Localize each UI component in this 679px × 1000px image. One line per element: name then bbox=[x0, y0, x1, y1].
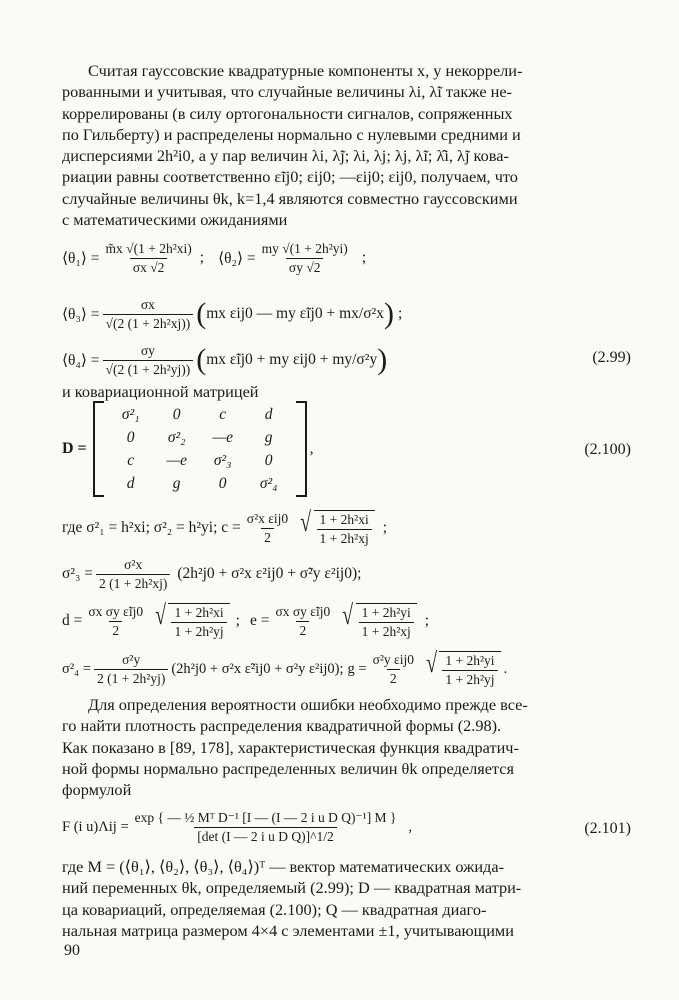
matrix-cell: —e bbox=[212, 428, 233, 446]
equation-characteristic-function bbox=[62, 804, 412, 850]
theta4-lhs: ⟨θ₄⟩ = bbox=[62, 351, 100, 369]
theta4-coefficient bbox=[103, 343, 194, 378]
matrix-grid bbox=[104, 403, 296, 495]
theta2-lhs: ⟨θ₂⟩ = bbox=[218, 249, 256, 267]
text-line: го найти плотность распределения квадратичной формы (2.98). bbox=[62, 716, 502, 736]
text-line: ний переменных θk, определяемый (2.99); D — квадратная матри- bbox=[62, 878, 522, 898]
sigma4-den: 2 (1 + 2h²yj) bbox=[94, 669, 168, 687]
theta4-coef-den: √(2 (1 + 2h²yj)) bbox=[103, 360, 194, 378]
defs-prefix: где σ²₁ = h²xi; σ²₂ = h²yi; c = bbox=[62, 519, 241, 536]
matrix-cell: 0 bbox=[218, 474, 227, 492]
theta3-lhs: ⟨θ₃⟩ = bbox=[62, 305, 100, 323]
text-line: и ковариационной матрицей bbox=[62, 382, 259, 401]
theta1-numerator: m̃x √(1 + 2h²xi) bbox=[105, 240, 192, 256]
matrix-cell: d bbox=[264, 405, 273, 423]
matrix-label: D = bbox=[62, 440, 87, 457]
theta3-inner: mx εij0 — my ε̃ij0 + mx/σ²x bbox=[206, 305, 384, 322]
g-root-den: 1 + 2h²yj bbox=[442, 670, 497, 688]
matrix-trail: , bbox=[309, 440, 314, 457]
definition-sigma3 bbox=[62, 554, 361, 594]
F-denominator: [det (I — 2 i u D Q)]^1/2 bbox=[194, 827, 336, 845]
definitions-line-1: где σ²₁ = h²xi; σ²₂ = h²yi; c = $\frac{\text{σ²x εij0}}{2}$ √ $\frac{\text{1 + 2h²xi}}{\text{1 + 2h²xj}}$ ; bbox=[62, 506, 388, 546]
theta2-numerator: my √(1 + 2h²yi) bbox=[261, 240, 348, 256]
sigma4-rest: (2h²j0 + σ²x ε̃²ij0 + σ²y ε²ij0); bbox=[171, 660, 344, 677]
e-root-den: 1 + 2h²xj bbox=[359, 622, 414, 640]
text-line: рованными и учитывая, что случайные величины λi, λ̃i также не- bbox=[62, 82, 512, 102]
equation-number-2-101: (2.101) bbox=[584, 820, 631, 837]
text-line: нальная матрица размером 4×4 с элементами ±1, учитывающими bbox=[62, 920, 514, 940]
text-line: формулой bbox=[62, 780, 132, 800]
sigma4-num: σ²y bbox=[122, 651, 141, 667]
matrix-cell: d bbox=[126, 474, 135, 492]
equation-number-2-99: (2.99) bbox=[592, 349, 631, 366]
text-line: Как показано в [89, 178], характеристическая функция квадратич- bbox=[62, 737, 519, 757]
matrix-cell: σ²₄ bbox=[259, 474, 278, 492]
intro-paragraph bbox=[62, 60, 630, 230]
g-fraction bbox=[370, 652, 417, 687]
F-lhs: F (i u)Λij = bbox=[62, 818, 129, 835]
theta2-fraction bbox=[259, 241, 351, 276]
c-root-den: 1 + 2h²xj bbox=[317, 529, 372, 547]
paragraph-3 bbox=[62, 856, 630, 941]
text-line: коррелированы (в силу ортогональности сигналов, сопряженных bbox=[62, 103, 513, 123]
text-line: Считая гауссовские квадратурные компоненты x, y некоррели- bbox=[88, 61, 523, 80]
theta4-inner: mx ε̃ij0 + my εij0 + my/σ²y bbox=[206, 351, 378, 368]
d-num: σx σy ε̃ij0 bbox=[88, 603, 144, 619]
covariance-matrix bbox=[62, 402, 314, 496]
sigma3-num: σ²x bbox=[124, 556, 143, 572]
matrix-cell: g bbox=[172, 474, 181, 492]
definitions-sigma4-g: σ²₄ = $\frac{\text{σ²y}}{\text{2 (1 + 2h²yj)}}$ (2h²j0 + σ²x ε̃²ij0 + σ²y ε²ij0); g = $\frac{\text{σ²y εij0}}{2}$ √ $\frac{\text{1 + 2h²yi}}{\text{1 + 2h²yj}}$ . bbox=[62, 647, 508, 687]
matrix-cell: σ²₃ bbox=[213, 451, 232, 469]
e-root-num: 1 + 2h²yi bbox=[361, 604, 411, 620]
d-fraction bbox=[85, 604, 146, 639]
c-fraction bbox=[244, 511, 291, 546]
text-line: ца ковариаций, определяемая (2.100); Q — квадратная диаго- bbox=[62, 899, 487, 919]
g-den: 2 bbox=[387, 669, 400, 687]
d-lhs: d = bbox=[62, 612, 83, 629]
theta2-denominator: σy √2 bbox=[286, 258, 324, 276]
d-root-num: 1 + 2h²xi bbox=[174, 604, 224, 620]
equation-theta1-theta2: ⟨θ₁⟩ = $\frac{\text{m̃x √(1 + 2h²xi)}}{\sigma x √2}$ ; ⟨θ₂⟩ = $\frac{\text{my √(1 + 2h²yi)}}{\sigma y √2}$ ; bbox=[62, 240, 367, 275]
text-line: случайные величины θk, k=1,4 являются совместно гауссовскими bbox=[62, 188, 518, 208]
d-den: 2 bbox=[109, 621, 122, 639]
equation-theta3: ⟨θ₃⟩ = $\frac{\sigma x}{\text{√(2 (1 + 2h²xj))}}$ ( mx εij0 — my ε̃ij0 + mx/σ²x ) ; bbox=[62, 296, 403, 331]
text-line: ной формы нормально распределенных величин θk определяется bbox=[62, 758, 514, 778]
theta3-coef-den: √(2 (1 + 2h²xj)) bbox=[103, 314, 194, 332]
d-root-den: 1 + 2h²yj bbox=[171, 622, 226, 640]
matrix-cell: σ²₂ bbox=[167, 428, 186, 446]
matrix-cell: c bbox=[219, 405, 227, 423]
equation-theta4: ⟨θ₄⟩ = $\frac{\sigma y}{\text{√(2 (1 + 2h²yj))}}$ ( mx ε̃ij0 + my εij0 + my/σ²y ) bbox=[62, 342, 388, 377]
e-fraction bbox=[272, 604, 333, 639]
text-line: по Гильберту) и распределены нормально с нулевыми средними и bbox=[62, 124, 521, 144]
F-trail: , bbox=[408, 818, 413, 835]
matrix-cell: 0 bbox=[126, 428, 135, 446]
text-line: риации равны соответственно ε̃ij0; εij0; —εij0; εij0, получаем, что bbox=[62, 167, 518, 187]
theta1-lhs: ⟨θ₁⟩ = bbox=[62, 249, 100, 267]
paragraph-2 bbox=[62, 694, 630, 800]
c-den: 2 bbox=[261, 528, 274, 546]
F-numerator: exp { — ½ Mᵀ D⁻¹ [I — (I — 2 i u D Q)⁻¹] M } bbox=[134, 809, 397, 825]
sigma4-lhs: σ²₄ = bbox=[62, 660, 92, 677]
sigma3-rest: (2h²j0 + σ²x ε²ij0 + σ̃²y ε²ij0); bbox=[177, 565, 362, 582]
page-number: 90 bbox=[64, 942, 80, 959]
sigma4-fraction bbox=[94, 652, 168, 687]
theta1-fraction bbox=[103, 241, 195, 276]
matrix-cell: g bbox=[264, 428, 273, 446]
g-num: σ²y εij0 bbox=[372, 651, 414, 667]
sigma3-fraction bbox=[96, 557, 170, 592]
equation-number-2-100: (2.100) bbox=[584, 441, 631, 458]
e-den: 2 bbox=[296, 621, 309, 639]
text-line: с математическими ожиданиями bbox=[62, 210, 288, 230]
e-num: σx σy ε̃ij0 bbox=[275, 603, 331, 619]
matrix-cell: σ²₁ bbox=[121, 405, 140, 423]
matrix-cell: 0 bbox=[264, 451, 273, 469]
theta1-denominator: σx √2 bbox=[130, 258, 168, 276]
c-root-num: 1 + 2h²xi bbox=[319, 511, 369, 527]
text-line: где M = (⟨θ₁⟩, ⟨θ₂⟩, ⟨θ₃⟩, ⟨θ₄⟩)ᵀ — вектор математических ожида- bbox=[62, 857, 504, 876]
left-bracket bbox=[93, 401, 104, 497]
text-line: дисперсиями 2h²i0, а у пар величин λi, λ̃j; λi, λj; λj, λ̃i; λ̂i, λ̃j кова- bbox=[62, 146, 509, 166]
c-root: √ $\frac{\text{1 + 2h²xi}}{\text{1 + 2h²xj}}$ bbox=[298, 510, 375, 547]
F-fraction bbox=[132, 810, 400, 845]
sigma3-den: 2 (1 + 2h²xj) bbox=[96, 574, 170, 592]
d-root: √ $\frac{\text{1 + 2h²xi}}{\text{1 + 2h²yj}}$ bbox=[153, 603, 230, 640]
c-num: σ²x εij0 bbox=[246, 510, 289, 526]
theta3-coefficient bbox=[103, 297, 194, 332]
g-root-num: 1 + 2h²yi bbox=[445, 652, 495, 668]
right-bracket bbox=[296, 401, 307, 497]
text-line: Для определения вероятности ошибки необходимо прежде все- bbox=[88, 695, 528, 714]
sigma3-lhs: σ²₃ = bbox=[62, 565, 94, 582]
matrix-cell: c bbox=[127, 451, 135, 469]
theta3-coef-num: σx bbox=[140, 296, 155, 312]
matrix-intro bbox=[62, 381, 630, 402]
matrix-cell: 0 bbox=[172, 405, 181, 423]
theta4-coef-num: σy bbox=[140, 342, 155, 358]
e-root: √ $\frac{\text{1 + 2h²yi}}{\text{1 + 2h²xj}}$ bbox=[340, 603, 417, 640]
definitions-d-e: d = $\frac{\text{σx σy ε̃ij0}}{2}$ √ $\frac{\text{1 + 2h²xi}}{\text{1 + 2h²yj}}$ ; e = $\frac{\text{σx σy ε̃ij0}}{2}$ √ $\frac{\text{1 + 2h²yi}}{\text{1 + 2h²xj}}$ ; bbox=[62, 599, 430, 639]
e-lhs: e = bbox=[249, 612, 270, 629]
matrix-cell: —e bbox=[166, 451, 187, 469]
g-lhs: g = bbox=[347, 660, 367, 677]
g-root: √ $\frac{\text{1 + 2h²yi}}{\text{1 + 2h²yj}}$ bbox=[424, 651, 501, 688]
